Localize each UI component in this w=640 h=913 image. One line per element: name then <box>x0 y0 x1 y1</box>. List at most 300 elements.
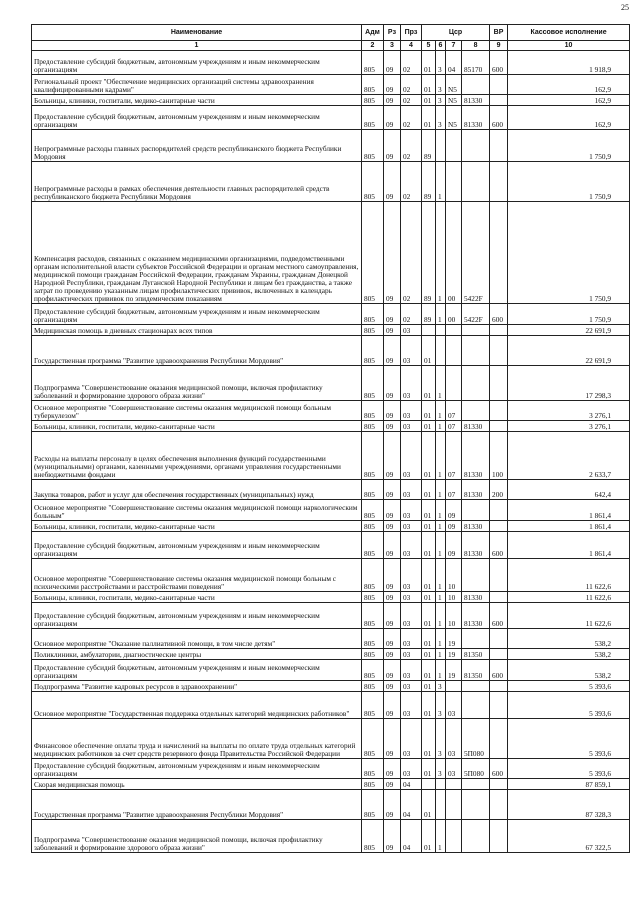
row-rz: 09 <box>384 95 401 106</box>
row-csr-3 <box>446 820 462 853</box>
row-csr-2 <box>436 779 446 790</box>
row-csr-2 <box>436 790 446 820</box>
row-csr-1: 01 <box>422 366 436 401</box>
row-prz: 02 <box>401 75 422 95</box>
row-sum: 67 322,5 <box>508 820 630 853</box>
row-sum: 162,9 <box>508 75 630 95</box>
row-prz: 03 <box>401 660 422 681</box>
row-csr-3 <box>446 790 462 820</box>
table-row <box>32 130 630 162</box>
row-prz: 02 <box>401 95 422 106</box>
row-adm: 805 <box>362 790 384 820</box>
row-csr-1: 01 <box>422 559 436 592</box>
budget-table <box>31 24 630 853</box>
row-csr-3: 03 <box>446 759 462 779</box>
row-vr <box>490 95 508 106</box>
row-sum: 162,9 <box>508 106 630 130</box>
row-name: Государственная программа "Развитие здравоохранения Республики Мордовия" <box>32 790 362 820</box>
row-vr <box>490 162 508 202</box>
row-prz: 03 <box>401 336 422 366</box>
row-rz: 09 <box>384 106 401 130</box>
row-prz: 03 <box>401 325 422 336</box>
row-csr-1: 01 <box>422 421 436 432</box>
row-name: Региональный проект "Обеспечение медицинских организаций системы здравоохранения квалифицированными кадрами" <box>32 75 362 95</box>
row-rz: 09 <box>384 629 401 649</box>
row-adm: 805 <box>362 779 384 790</box>
row-sum: 17 298,3 <box>508 366 630 401</box>
row-prz: 02 <box>401 162 422 202</box>
row-adm: 805 <box>362 532 384 559</box>
colnum: 5 <box>422 41 436 51</box>
row-rz: 09 <box>384 421 401 432</box>
row-prz: 03 <box>401 649 422 660</box>
table-row <box>32 162 630 202</box>
row-csr-2: 1 <box>436 366 446 401</box>
row-csr-1: 89 <box>422 130 436 162</box>
row-rz: 09 <box>384 820 401 853</box>
row-name: Основное мероприятие "Государственная поддержка отдельных категорий медицинских работников" <box>32 692 362 719</box>
row-csr-3: 07 <box>446 432 462 480</box>
row-csr-3: 09 <box>446 532 462 559</box>
row-name: Больницы, клиники, госпитали, медико-санитарные части <box>32 592 362 603</box>
row-csr-4 <box>462 559 490 592</box>
table-row <box>32 51 630 75</box>
row-csr-2: 3 <box>436 75 446 95</box>
row-csr-3: 09 <box>446 500 462 521</box>
colnum: 1 <box>32 41 362 51</box>
row-sum: 1 750,9 <box>508 304 630 325</box>
row-vr <box>490 719 508 759</box>
row-csr-3 <box>446 162 462 202</box>
row-vr: 600 <box>490 660 508 681</box>
row-vr <box>490 130 508 162</box>
row-csr-4 <box>462 779 490 790</box>
row-csr-4 <box>462 681 490 692</box>
row-csr-1 <box>422 779 436 790</box>
row-rz: 09 <box>384 719 401 759</box>
row-sum: 2 633,7 <box>508 432 630 480</box>
table-row <box>32 106 630 130</box>
row-prz: 03 <box>401 366 422 401</box>
row-vr <box>490 692 508 719</box>
row-name: Больницы, клиники, госпитали, медико-санитарные части <box>32 521 362 532</box>
row-csr-4 <box>462 790 490 820</box>
row-adm: 805 <box>362 202 384 304</box>
row-csr-1: 01 <box>422 75 436 95</box>
table-row <box>32 401 630 421</box>
row-csr-4: 81330 <box>462 532 490 559</box>
row-vr: 100 <box>490 432 508 480</box>
row-prz: 03 <box>401 500 422 521</box>
row-prz: 02 <box>401 130 422 162</box>
header-prz: Прз <box>401 25 422 41</box>
row-prz: 03 <box>401 480 422 500</box>
row-csr-4: 81330 <box>462 603 490 629</box>
header-csr: Цср <box>422 25 490 41</box>
row-vr <box>490 401 508 421</box>
row-csr-3: 19 <box>446 660 462 681</box>
row-csr-1: 01 <box>422 500 436 521</box>
row-adm: 805 <box>362 603 384 629</box>
row-sum: 11 622,6 <box>508 592 630 603</box>
row-vr <box>490 681 508 692</box>
colnum: 6 <box>436 41 446 51</box>
table-row <box>32 629 630 649</box>
row-csr-4: 81350 <box>462 649 490 660</box>
row-vr <box>490 521 508 532</box>
row-sum: 1 750,9 <box>508 130 630 162</box>
row-adm: 805 <box>362 106 384 130</box>
row-prz: 03 <box>401 401 422 421</box>
row-sum: 1 750,9 <box>508 202 630 304</box>
row-adm: 805 <box>362 162 384 202</box>
row-sum: 538,2 <box>508 629 630 649</box>
row-csr-3: N5 <box>446 75 462 95</box>
row-csr-1: 01 <box>422 95 436 106</box>
table-row <box>32 820 630 853</box>
row-csr-1: 01 <box>422 649 436 660</box>
row-csr-1: 89 <box>422 304 436 325</box>
row-prz: 04 <box>401 820 422 853</box>
row-csr-3: 10 <box>446 603 462 629</box>
row-sum: 1 861,4 <box>508 500 630 521</box>
row-sum: 162,9 <box>508 95 630 106</box>
row-rz: 09 <box>384 51 401 75</box>
row-sum: 3 276,1 <box>508 421 630 432</box>
table-row <box>32 75 630 95</box>
row-vr <box>490 592 508 603</box>
table-row <box>32 660 630 681</box>
row-name: Скорая медицинская помощь <box>32 779 362 790</box>
row-rz: 09 <box>384 759 401 779</box>
row-rz: 09 <box>384 202 401 304</box>
row-vr: 600 <box>490 759 508 779</box>
row-name: Финансовое обеспечение оплаты труда и начислений на выплаты по оплате труда отдельных категорий медицинских работников за счет средств резервного фонда Правительства Российской Федерации <box>32 719 362 759</box>
row-name: Поликлиники, амбулатории, диагностические центры <box>32 649 362 660</box>
row-sum: 642,4 <box>508 480 630 500</box>
row-adm: 805 <box>362 432 384 480</box>
table-row <box>32 532 630 559</box>
row-csr-2: 1 <box>436 532 446 559</box>
row-prz: 03 <box>401 719 422 759</box>
row-name: Подпрограмма "Совершенствование оказания медицинской помощи, включая профилактику заболеваний и формирование здорового образа жизни" <box>32 820 362 853</box>
row-vr <box>490 629 508 649</box>
row-csr-4 <box>462 325 490 336</box>
row-csr-2: 1 <box>436 603 446 629</box>
row-vr: 600 <box>490 532 508 559</box>
row-adm: 805 <box>362 95 384 106</box>
row-csr-4 <box>462 162 490 202</box>
row-csr-2: 1 <box>436 202 446 304</box>
row-vr <box>490 779 508 790</box>
row-vr <box>490 202 508 304</box>
row-adm: 805 <box>362 660 384 681</box>
row-csr-2: 1 <box>436 649 446 660</box>
row-csr-2: 1 <box>436 820 446 853</box>
row-adm: 805 <box>362 51 384 75</box>
row-csr-1: 89 <box>422 162 436 202</box>
row-vr <box>490 75 508 95</box>
row-csr-4 <box>462 366 490 401</box>
table-row <box>32 603 630 629</box>
row-name: Основное мероприятие "Совершенствование системы оказания медицинской помощи больным туберкулезом" <box>32 401 362 421</box>
row-csr-2: 3 <box>436 681 446 692</box>
row-sum: 5 393,6 <box>508 681 630 692</box>
row-csr-1: 01 <box>422 660 436 681</box>
row-csr-1: 01 <box>422 603 436 629</box>
row-csr-1: 01 <box>422 521 436 532</box>
row-vr: 600 <box>490 51 508 75</box>
row-csr-2 <box>436 336 446 366</box>
row-rz: 09 <box>384 532 401 559</box>
row-csr-1: 89 <box>422 202 436 304</box>
table-row <box>32 592 630 603</box>
row-csr-2: 1 <box>436 432 446 480</box>
row-csr-2: 1 <box>436 304 446 325</box>
table-row <box>32 304 630 325</box>
row-rz: 09 <box>384 559 401 592</box>
row-csr-4: 81330 <box>462 480 490 500</box>
row-rz: 09 <box>384 681 401 692</box>
row-csr-2: 3 <box>436 759 446 779</box>
row-csr-3: 19 <box>446 649 462 660</box>
table-row <box>32 790 630 820</box>
colnum: 2 <box>362 41 384 51</box>
row-rz: 09 <box>384 304 401 325</box>
row-csr-3: 07 <box>446 421 462 432</box>
row-vr: 600 <box>490 603 508 629</box>
row-name: Предоставление субсидий бюджетным, автономным учреждениям и иным некоммерческим организациям <box>32 51 362 75</box>
row-name: Больницы, клиники, госпитали, медико-санитарные части <box>32 421 362 432</box>
table-row <box>32 649 630 660</box>
row-csr-2: 1 <box>436 421 446 432</box>
row-adm: 805 <box>362 75 384 95</box>
row-sum: 1 861,4 <box>508 532 630 559</box>
row-rz: 09 <box>384 790 401 820</box>
row-csr-2: 3 <box>436 692 446 719</box>
row-csr-2: 3 <box>436 719 446 759</box>
row-rz: 09 <box>384 130 401 162</box>
colnum: 10 <box>508 41 630 51</box>
row-adm: 805 <box>362 480 384 500</box>
row-adm: 805 <box>362 336 384 366</box>
row-adm: 805 <box>362 401 384 421</box>
row-name: Основное мероприятие "Совершенствование системы оказания медицинской помощи больным с психическими расстройствами и расстройствами поведения" <box>32 559 362 592</box>
row-csr-2: 1 <box>436 521 446 532</box>
row-csr-2: 3 <box>436 106 446 130</box>
row-csr-1: 01 <box>422 106 436 130</box>
row-csr-2: 1 <box>436 592 446 603</box>
row-adm: 805 <box>362 130 384 162</box>
row-csr-3: 00 <box>446 202 462 304</box>
row-csr-3: 07 <box>446 401 462 421</box>
row-csr-4: 81330 <box>462 521 490 532</box>
row-rz: 09 <box>384 779 401 790</box>
header-cash: Кассовое исполнение <box>508 25 630 41</box>
colnum: 4 <box>401 41 422 51</box>
row-csr-3 <box>446 779 462 790</box>
row-csr-3 <box>446 366 462 401</box>
row-csr-4 <box>462 692 490 719</box>
row-csr-2: 1 <box>436 401 446 421</box>
column-number-row <box>32 41 630 51</box>
colnum: 3 <box>384 41 401 51</box>
page-number: 25 <box>621 3 629 12</box>
row-csr-4 <box>462 336 490 366</box>
row-csr-2: 1 <box>436 559 446 592</box>
row-csr-3: N5 <box>446 95 462 106</box>
table-row <box>32 421 630 432</box>
row-csr-4 <box>462 130 490 162</box>
row-sum: 3 276,1 <box>508 401 630 421</box>
row-name: Больницы, клиники, госпитали, медико-санитарные части <box>32 95 362 106</box>
row-vr <box>490 559 508 592</box>
row-adm: 805 <box>362 649 384 660</box>
row-name: Подпрограмма "Совершенствование оказания медицинской помощи, включая профилактику заболеваний и формирование здорового образа жизни" <box>32 366 362 401</box>
row-vr <box>490 649 508 660</box>
row-csr-4: 5422F <box>462 202 490 304</box>
row-name: Компенсация расходов, связанных с оказанием медицинскими организациями, подведомственными органам исполнительной власти субъектов Российской Федерации и органам местного самоуправления, медицинской помощи гражданам Российской Федерации, гражданам Украины, гражданам Донецкой Народной Республики, гражданам Луганской Народной Республики и лицам без гражданства, а также затрат по проведению указанным лицам профилактических прививок, включенных в календарь профилактических прививок по эпидемическим показаниям <box>32 202 362 304</box>
row-csr-1: 01 <box>422 820 436 853</box>
table-row <box>32 521 630 532</box>
row-prz: 03 <box>401 759 422 779</box>
row-csr-4: 81350 <box>462 660 490 681</box>
table-row <box>32 779 630 790</box>
row-rz: 09 <box>384 660 401 681</box>
row-csr-1: 01 <box>422 432 436 480</box>
row-sum: 5 393,6 <box>508 719 630 759</box>
row-csr-2 <box>436 325 446 336</box>
row-rz: 09 <box>384 692 401 719</box>
row-csr-1: 01 <box>422 629 436 649</box>
table-row <box>32 325 630 336</box>
row-adm: 805 <box>362 421 384 432</box>
row-name: Государственная программа "Развитие здравоохранения Республики Мордовия" <box>32 336 362 366</box>
row-csr-4: 81330 <box>462 421 490 432</box>
row-sum: 11 622,6 <box>508 603 630 629</box>
row-sum: 22 691,9 <box>508 325 630 336</box>
row-csr-1: 01 <box>422 681 436 692</box>
row-adm: 805 <box>362 629 384 649</box>
row-vr <box>490 421 508 432</box>
row-name: Предоставление субсидий бюджетным, автономным учреждениям и иным некоммерческим организациям <box>32 603 362 629</box>
row-csr-4: 5П080 <box>462 719 490 759</box>
row-sum: 1 861,4 <box>508 521 630 532</box>
row-csr-1: 01 <box>422 532 436 559</box>
table-row <box>32 95 630 106</box>
table-row <box>32 480 630 500</box>
row-name: Предоставление субсидий бюджетным, автономным учреждениям и иным некоммерческим организациям <box>32 304 362 325</box>
row-rz: 09 <box>384 162 401 202</box>
row-csr-1: 01 <box>422 51 436 75</box>
row-adm: 805 <box>362 304 384 325</box>
row-adm: 805 <box>362 759 384 779</box>
table-row <box>32 759 630 779</box>
colnum: 7 <box>446 41 462 51</box>
table-row <box>32 432 630 480</box>
row-sum: 11 622,6 <box>508 559 630 592</box>
row-vr <box>490 366 508 401</box>
row-prz: 02 <box>401 304 422 325</box>
row-csr-2: 1 <box>436 480 446 500</box>
row-sum: 22 691,9 <box>508 336 630 366</box>
row-csr-4: 81330 <box>462 432 490 480</box>
row-csr-1: 01 <box>422 480 436 500</box>
row-adm: 805 <box>362 692 384 719</box>
header-row <box>32 25 630 41</box>
row-adm: 805 <box>362 719 384 759</box>
row-csr-4: 81330 <box>462 95 490 106</box>
row-name: Подпрограмма "Развитие кадровых ресурсов в здравоохранении" <box>32 681 362 692</box>
row-csr-3: 09 <box>446 521 462 532</box>
row-rz: 09 <box>384 603 401 629</box>
row-prz: 02 <box>401 106 422 130</box>
row-vr <box>490 790 508 820</box>
row-csr-4 <box>462 629 490 649</box>
row-prz: 02 <box>401 51 422 75</box>
header-rz: Рз <box>384 25 401 41</box>
row-vr: 200 <box>490 480 508 500</box>
row-prz: 03 <box>401 681 422 692</box>
row-csr-4 <box>462 500 490 521</box>
row-prz: 03 <box>401 603 422 629</box>
row-name: Непрограммные расходы в рамках обеспечения деятельности главных распорядителей средств республиканского бюджета Республики Мордовия <box>32 162 362 202</box>
row-prz: 03 <box>401 421 422 432</box>
row-sum: 1 918,9 <box>508 51 630 75</box>
row-prz: 03 <box>401 629 422 649</box>
row-name: Непрограммные расходы главных распорядителей средств республиканского бюджета Республики Мордовия <box>32 130 362 162</box>
row-vr <box>490 325 508 336</box>
row-rz: 09 <box>384 336 401 366</box>
row-prz: 03 <box>401 521 422 532</box>
row-rz: 09 <box>384 325 401 336</box>
row-csr-4: 5П080 <box>462 759 490 779</box>
row-prz: 03 <box>401 592 422 603</box>
row-csr-3: 19 <box>446 629 462 649</box>
row-adm: 805 <box>362 366 384 401</box>
table-row <box>32 500 630 521</box>
row-rz: 09 <box>384 521 401 532</box>
row-name: Расходы на выплаты персоналу в целях обеспечения выполнения функций государственными (муниципальными) органами, казенными учреждениями, органами управления государственными внебюджетными фондами <box>32 432 362 480</box>
row-csr-4: 85170 <box>462 51 490 75</box>
row-csr-3: 03 <box>446 692 462 719</box>
row-csr-3: 10 <box>446 592 462 603</box>
row-name: Закупка товаров, работ и услуг для обеспечения государственных (муниципальных) нужд <box>32 480 362 500</box>
row-rz: 09 <box>384 592 401 603</box>
row-csr-3 <box>446 336 462 366</box>
row-csr-2: 3 <box>436 95 446 106</box>
row-csr-1 <box>422 325 436 336</box>
table-row <box>32 336 630 366</box>
row-rz: 09 <box>384 480 401 500</box>
row-adm: 805 <box>362 820 384 853</box>
row-vr <box>490 500 508 521</box>
row-csr-4: 81330 <box>462 106 490 130</box>
row-csr-4 <box>462 75 490 95</box>
row-csr-2: 1 <box>436 660 446 681</box>
row-name: Основное мероприятие "Совершенствование системы оказания медицинской помощи наркологическим больным" <box>32 500 362 521</box>
row-csr-1: 01 <box>422 719 436 759</box>
row-csr-3: N5 <box>446 106 462 130</box>
row-adm: 805 <box>362 559 384 592</box>
row-adm: 805 <box>362 681 384 692</box>
row-sum: 5 393,6 <box>508 692 630 719</box>
row-csr-3 <box>446 681 462 692</box>
row-name: Предоставление субсидий бюджетным, автономным учреждениям и иным некоммерческим организациям <box>32 759 362 779</box>
row-sum: 87 859,1 <box>508 779 630 790</box>
row-adm: 805 <box>362 521 384 532</box>
row-csr-4 <box>462 820 490 853</box>
